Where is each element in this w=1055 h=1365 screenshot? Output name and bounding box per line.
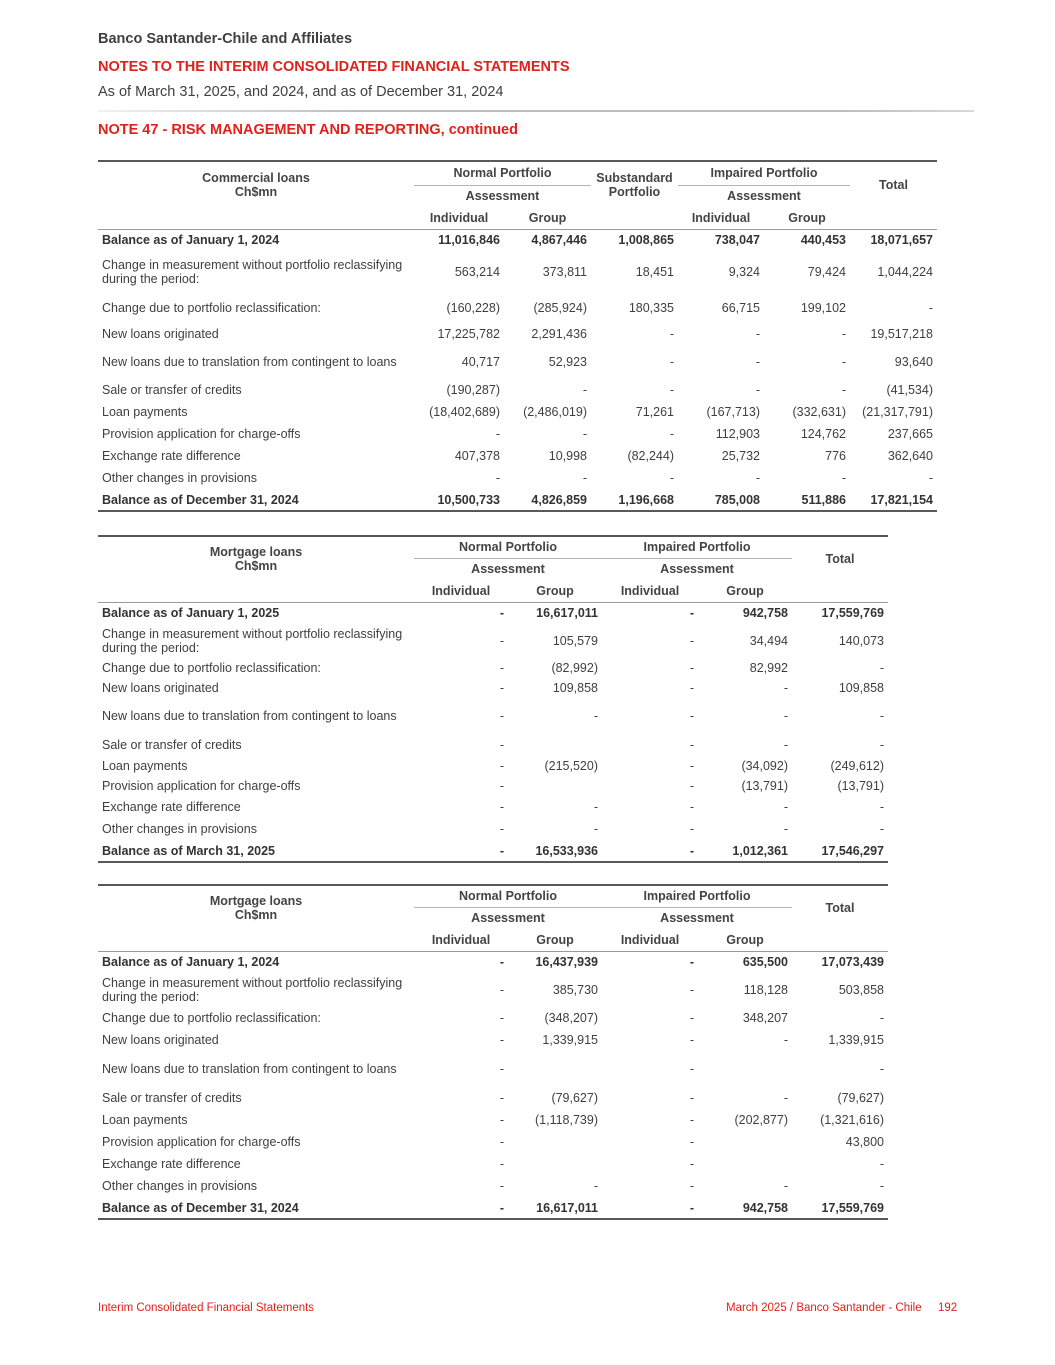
row-value: 385,730 [552,983,598,997]
row-value: 237,665 [887,427,933,441]
row-value: 16,437,939 [535,955,598,970]
row-value: - [783,800,788,814]
row-value: - [689,1011,694,1025]
table-row [98,1153,888,1175]
row-value: (34,092) [741,759,788,773]
total-header: Total [850,161,937,207]
row-value: - [499,955,504,970]
row-value: - [783,1179,788,1193]
table-row [98,401,937,423]
row-value: - [879,800,884,814]
row-value: - [783,681,788,695]
table-row [98,796,888,818]
row-value: (202,877) [734,1113,788,1127]
row-value: 17,821,154 [850,489,937,511]
row-value: 362,640 [887,449,933,463]
row-label: Loan payments [102,1113,188,1127]
row-value: 503,858 [838,983,884,997]
assessment-header: Assessment [660,911,734,926]
row-value: 17,546,297 [792,840,888,862]
row-value: 4,867,446 [531,233,587,248]
table-row [98,818,888,840]
header-divider [98,110,974,112]
row-label: Exchange rate difference [102,1157,241,1171]
table-row [98,229,937,251]
normal-portfolio-header: Normal Portfolio [414,536,602,558]
group-header: Group [508,929,602,951]
row-value: - [689,800,694,814]
row-value: 16,533,936 [508,840,602,862]
row-value: (13,791) [741,779,788,793]
row-value: - [689,822,694,836]
row-value: - [689,709,694,723]
table-row [98,1175,888,1197]
row-value: - [499,822,504,836]
row-value: - [669,327,674,341]
row-value: 738,047 [714,233,760,248]
individual-header: Individual [602,929,698,951]
row-value: - [414,1197,508,1219]
row-label: Change in measurement without portfolio reclassifying during the period: [102,627,403,655]
table-row [98,423,937,445]
row-value: - [879,738,884,752]
row-value: 17,225,782 [437,327,500,341]
individual-header: Individual [414,929,508,951]
row-label: Sale or transfer of credits [102,383,242,397]
row-value: - [879,822,884,836]
row-value: - [783,738,788,752]
row-label: Provision application for charge-offs [102,427,301,441]
row-value: - [689,1135,694,1149]
row-label: Sale or transfer of credits [102,1091,242,1105]
table-row [98,1087,888,1109]
row-value: - [755,471,760,485]
table-row [98,293,937,323]
row-value [508,1131,602,1153]
row-value: - [499,800,504,814]
row-value [698,1131,792,1153]
mortgage-loans-2025-table [98,535,888,863]
row-value: - [499,1091,504,1105]
row-value: - [841,383,846,397]
row-value: - [499,738,504,752]
row-label: Balance as of March 31, 2025 [98,840,414,862]
row-value: - [783,709,788,723]
row-value: (160,228) [446,301,500,315]
assessment-header: Assessment [471,562,545,577]
row-value: (348,207) [544,1011,598,1025]
table-row [98,1051,888,1087]
assessment-header: Assessment [727,189,801,204]
row-value: 17,559,769 [792,1197,888,1219]
row-value: - [689,759,694,773]
row-label: Other changes in provisions [102,471,257,485]
substandard-portfolio-header: Substandard Portfolio [591,161,678,207]
row-value [698,1051,792,1087]
row-value: 10,998 [548,449,587,463]
row-label: Balance as of January 1, 2024 [102,233,280,248]
row-label: Provision application for charge-offs [102,779,301,793]
row-value: 34,494 [749,634,788,648]
row-value: - [499,779,504,793]
table-row [98,678,888,698]
row-value: - [879,1062,884,1076]
row-value: 109,858 [838,681,884,695]
row-value: - [689,681,694,695]
row-value: (18,402,689) [429,405,500,419]
row-value: - [499,709,504,723]
row-value: 82,992 [749,661,788,675]
row-value: - [689,779,694,793]
row-value: (332,631) [792,405,846,419]
row-label: Provision application for charge-offs [102,1135,301,1149]
normal-portfolio-header: Normal Portfolio [414,161,591,185]
row-value: 19,517,218 [870,327,933,341]
row-value: - [499,681,504,695]
row-value: - [783,822,788,836]
table-row [98,776,888,796]
row-label: Change in measurement without portfolio reclassifying during the period: [102,976,403,1004]
row-label: Other changes in provisions [102,822,257,836]
row-value [508,1153,602,1175]
row-value: - [582,427,587,441]
group-header: Group [698,929,792,951]
row-value: (249,612) [830,759,884,773]
row-label: Exchange rate difference [102,800,241,814]
row-value: - [499,1157,504,1171]
row-value: - [499,1011,504,1025]
page-number: 192 [938,1302,958,1314]
as-of-date: As of March 31, 2025, and 2024, and as of December 31, 2024 [98,84,504,100]
row-label: Change in measurement without portfolio reclassifying during the period: [102,258,403,286]
assessment-header: Assessment [471,911,545,926]
row-value: - [593,709,598,723]
row-value: 40,717 [461,355,500,369]
impaired-portfolio-header: Impaired Portfolio [678,161,850,185]
row-value [508,734,602,756]
row-value: - [879,1011,884,1025]
assessment-header: Assessment [465,189,540,204]
row-value: 511,886 [764,489,850,511]
row-value: - [593,822,598,836]
row-value: - [841,355,846,369]
row-value: 776 [825,449,846,463]
row-value: - [582,383,587,397]
table-row [98,698,888,734]
row-value: (79,627) [837,1091,884,1105]
table-row [98,467,937,489]
row-value: 52,923 [548,355,587,369]
row-value: 17,559,769 [821,606,884,621]
row-value: 1,044,224 [877,265,933,279]
table-row [98,951,888,973]
row-value: 17,073,439 [821,955,884,970]
row-value: 635,500 [742,955,788,970]
table-row [98,658,888,678]
footer-document-title: Interim Consolidated Financial Statements [98,1302,315,1314]
row-value: - [783,1033,788,1047]
table-title: Commercial loans Ch$mn [98,161,414,207]
row-value: 180,335 [628,301,674,315]
row-value: (1,118,739) [534,1113,598,1127]
row-value: - [841,471,846,485]
row-value: 112,903 [715,427,760,441]
individual-header: Individual [678,207,764,229]
row-value: - [879,1179,884,1193]
impaired-portfolio-header: Impaired Portfolio [602,536,792,558]
row-value: - [689,1157,694,1171]
row-value: - [495,471,500,485]
row-value: - [689,634,694,648]
row-value: - [928,471,933,485]
row-value: 785,008 [678,489,764,511]
row-value: - [499,606,504,621]
row-value: 348,207 [742,1011,788,1025]
row-value: 25,732 [721,449,760,463]
row-value: 105,579 [552,634,598,648]
row-value: 124,762 [800,427,846,441]
row-value: 118,128 [743,983,788,997]
row-value: - [689,1113,694,1127]
row-value: 1,339,915 [828,1033,884,1047]
row-value: - [755,327,760,341]
row-value: - [928,301,933,315]
row-value: 93,640 [894,355,933,369]
commercial-loans-table [98,160,937,512]
row-value: - [499,759,504,773]
row-value: (13,791) [837,779,884,793]
table-row [98,1029,888,1051]
row-label: Change due to portfolio reclassification: [102,661,321,675]
row-value: 140,073 [838,634,884,648]
row-value: - [783,1091,788,1105]
row-value: - [669,471,674,485]
row-value: (167,713) [706,405,760,419]
row-value: - [499,1135,504,1149]
row-value: 563,214 [454,265,500,279]
row-value: 16,617,011 [536,606,598,621]
row-value: (1,321,616) [820,1113,884,1127]
row-label: New loans due to translation from contingent to loans [102,1062,397,1076]
row-value: (82,992) [551,661,598,675]
row-value: - [414,840,508,862]
individual-header: Individual [414,580,508,602]
impaired-portfolio-header: Impaired Portfolio [602,885,792,907]
row-value: - [499,1179,504,1193]
row-value: - [879,709,884,723]
table-row [98,1197,888,1219]
row-value: 10,500,733 [414,489,504,511]
row-value: - [602,840,698,862]
row-value: 1,012,361 [698,840,792,862]
row-value: 373,811 [542,265,587,279]
company-name: Banco Santander-Chile and Affiliates [98,31,353,47]
row-value: - [689,1033,694,1047]
row-value: - [689,738,694,752]
row-value [508,776,602,796]
row-value: - [689,983,694,997]
row-value: 66,715 [721,301,760,315]
row-value: (79,627) [551,1091,598,1105]
notes-title: NOTES TO THE INTERIM CONSOLIDATED FINANCIAL STATEMENTS [98,59,570,75]
row-value: - [879,661,884,675]
row-value: 2,291,436 [531,327,587,341]
group-header: Group [698,580,792,602]
individual-header: Individual [602,580,698,602]
row-value: 1,196,668 [591,489,678,511]
row-label: New loans due to translation from contingent to loans [102,355,397,369]
row-value: 9,324 [728,265,760,279]
row-value: (215,520) [544,759,598,773]
row-value: 109,858 [552,681,598,695]
row-value: - [669,355,674,369]
row-label: Balance as of December 31, 2024 [98,489,414,511]
row-label: Exchange rate difference [102,449,241,463]
row-label: Change due to portfolio reclassification: [102,301,321,315]
group-header: Group [764,207,850,229]
table-row [98,602,888,624]
row-value: (285,924) [533,301,587,315]
row-value: - [582,471,587,485]
row-value: - [669,383,674,397]
row-value: 16,617,011 [508,1197,602,1219]
row-value: - [495,427,500,441]
row-label: Sale or transfer of credits [102,738,242,752]
row-value: 71,261 [635,405,674,419]
row-value: - [689,661,694,675]
row-value: - [755,355,760,369]
row-label: New loans due to translation from contingent to loans [102,709,397,723]
group-header: Group [504,207,591,229]
row-value: 43,800 [845,1135,884,1149]
row-value: 18,451 [635,265,674,279]
row-value: - [879,1157,884,1171]
table-row [98,1007,888,1029]
row-value: - [499,634,504,648]
row-label: New loans originated [102,1033,219,1047]
row-label: Loan payments [102,405,188,419]
row-value: - [499,661,504,675]
row-value: - [689,955,694,970]
row-value: - [499,1113,504,1127]
row-value: - [689,1179,694,1193]
row-value: - [841,327,846,341]
row-value: 440,453 [800,233,846,248]
row-value: 18,071,657 [870,233,933,248]
table-row [98,840,888,862]
row-value: - [499,1033,504,1047]
row-label: Loan payments [102,759,188,773]
note-title: NOTE 47 - RISK MANAGEMENT AND REPORTING, continued [98,122,518,138]
row-value: (21,317,791) [862,405,933,419]
row-value [508,1051,602,1087]
row-value: (41,534) [886,383,933,397]
table-row [98,379,937,401]
row-value: 407,378 [454,449,500,463]
row-label: Balance as of January 1, 2024 [102,955,280,970]
row-value: 79,424 [807,265,846,279]
row-value: - [593,1179,598,1193]
row-label: Other changes in provisions [102,1179,257,1193]
row-value: - [602,1197,698,1219]
row-value: - [669,427,674,441]
row-value: - [689,606,694,621]
row-label: Balance as of December 31, 2024 [98,1197,414,1219]
row-label: New loans originated [102,681,219,695]
assessment-header: Assessment [660,562,734,577]
row-value: - [499,1062,504,1076]
table-row [98,1109,888,1131]
row-value: - [755,383,760,397]
row-value: - [593,800,598,814]
table-row [98,489,937,511]
table-row [98,251,937,293]
group-header: Group [508,580,602,602]
row-label: Change due to portfolio reclassification: [102,1011,321,1025]
table-row [98,973,888,1007]
mortgage-loans-2024-table [98,884,888,1220]
row-value [698,1153,792,1175]
row-value: (190,287) [446,383,500,397]
table-row [98,345,937,379]
row-value: 4,826,859 [504,489,591,511]
table-title: Mortgage loans Ch$mn [98,885,414,929]
table-row [98,445,937,467]
row-value: 942,758 [698,1197,792,1219]
row-value: 11,016,846 [438,233,500,248]
table-row [98,734,888,756]
row-value: 199,102 [800,301,846,315]
row-value: 942,758 [742,606,788,621]
row-value: (82,244) [627,449,674,463]
table-row [98,756,888,776]
table-title: Mortgage loans Ch$mn [98,536,414,580]
row-value: - [689,1062,694,1076]
footer-period: March 2025 / Banco Santander - Chile [726,1302,922,1314]
normal-portfolio-header: Normal Portfolio [414,885,602,907]
row-value: 1,008,865 [618,233,674,248]
row-value: - [499,983,504,997]
row-value: (2,486,019) [523,405,587,419]
row-label: New loans originated [102,327,219,341]
row-value: - [689,1091,694,1105]
total-header: Total [792,885,888,929]
total-header: Total [792,536,888,580]
table-row [98,323,937,345]
table-row [98,624,888,658]
table-row [98,1131,888,1153]
row-label: Balance as of January 1, 2025 [102,606,280,621]
individual-header: Individual [414,207,504,229]
row-value: 1,339,915 [542,1033,598,1047]
